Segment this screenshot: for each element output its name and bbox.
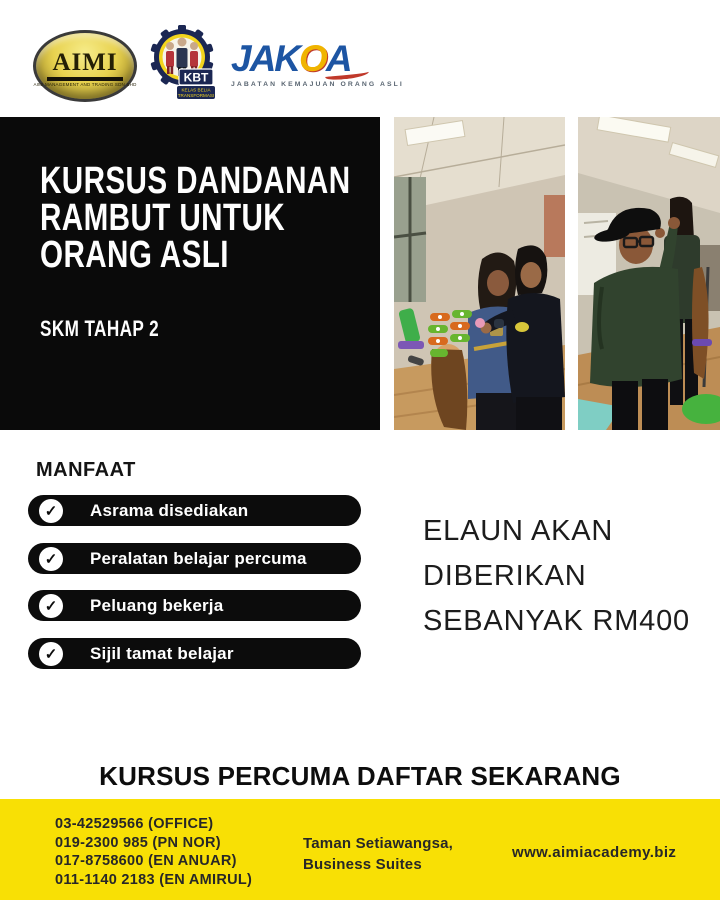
jakoa-letter-a: A bbox=[325, 38, 351, 79]
kbt-sub2: TRANSFORMASI bbox=[177, 93, 215, 98]
jakoa-logo bbox=[231, 38, 404, 100]
benefit-pill-asrama bbox=[28, 495, 361, 526]
benefit-label: Asrama disediakan bbox=[90, 500, 249, 520]
kbt-label: KBT bbox=[183, 70, 209, 85]
aimi-logo-subtitle: AIMI MANAGEMENT AND TRADING SDN BHD bbox=[33, 81, 137, 87]
benefit-pill-peralatan bbox=[28, 543, 361, 574]
benefits-heading: MANFAAT bbox=[36, 459, 136, 481]
course-level: SKM TAHAP 2 bbox=[40, 316, 160, 341]
benefit-label: Peluang bekerja bbox=[90, 595, 224, 615]
phone-en-amirul: 011-1140 2183 (EN AMIRUL) bbox=[55, 872, 253, 889]
course-title-line3: ORANG ASLI bbox=[40, 234, 229, 276]
allowance-line3: SEBANYAK RM400 bbox=[423, 605, 690, 637]
contact-phone-list bbox=[55, 815, 252, 890]
hero-text bbox=[40, 160, 351, 342]
allowance-line2: DIBERIKAN bbox=[423, 560, 587, 592]
allowance-text bbox=[423, 509, 690, 644]
kbt-sub1: KELAS BELIA bbox=[181, 87, 211, 93]
phone-office: 03-42529566 (OFFICE) bbox=[55, 816, 214, 832]
aimi-logo bbox=[33, 30, 137, 102]
hero-panel bbox=[0, 117, 380, 430]
jakoa-subtitle: JABATAN KEMAJUAN ORANG ASLI bbox=[231, 81, 404, 88]
benefit-pill-peluang bbox=[28, 590, 361, 621]
phone-en-anuar: 017-8758600 (EN ANUAR) bbox=[55, 853, 237, 870]
address-line2: Business Suites bbox=[303, 856, 422, 873]
course-title-line2: RAMBUT UNTUK bbox=[40, 197, 286, 239]
jakoa-letters-jak: JAK bbox=[231, 38, 300, 79]
check-icon: ✓ bbox=[39, 547, 63, 571]
aimi-logo-bar bbox=[47, 77, 123, 81]
aimi-logo-name: AIMI bbox=[52, 48, 118, 76]
check-icon: ✓ bbox=[39, 499, 63, 523]
check-icon: ✓ bbox=[39, 642, 63, 666]
benefit-label: Peralatan belajar percuma bbox=[90, 548, 307, 568]
course-title bbox=[40, 160, 351, 276]
benefit-label: Sijil tamat belajar bbox=[90, 643, 234, 663]
photo-training-mannequin bbox=[394, 117, 565, 430]
check-icon: ✓ bbox=[39, 594, 63, 618]
kbt-gear-icon bbox=[139, 25, 225, 109]
photo-2-illustration bbox=[578, 117, 720, 430]
footer-bar bbox=[0, 799, 720, 900]
website-url: www.aimiacademy.biz bbox=[512, 844, 677, 861]
allowance-line1: ELAUN AKAN bbox=[423, 515, 614, 547]
benefit-pill-sijil bbox=[28, 638, 361, 669]
address-block bbox=[303, 833, 453, 875]
phone-pn-nor: 019-2300 985 (PN NOR) bbox=[55, 834, 221, 851]
jakoa-wordmark bbox=[231, 40, 371, 77]
course-title-line1: KURSUS DANDANAN bbox=[40, 160, 351, 202]
address-line1: Taman Setiawangsa, bbox=[303, 835, 454, 852]
jakoa-letter-o: O bbox=[299, 38, 326, 79]
photo-1-illustration bbox=[394, 117, 565, 430]
cta-text: KURSUS PERCUMA DAFTAR SEKARANG bbox=[99, 761, 621, 791]
kbt-label-box bbox=[177, 69, 215, 99]
kbt-logo bbox=[139, 25, 225, 109]
photo-trainee-hoodie bbox=[578, 117, 720, 430]
